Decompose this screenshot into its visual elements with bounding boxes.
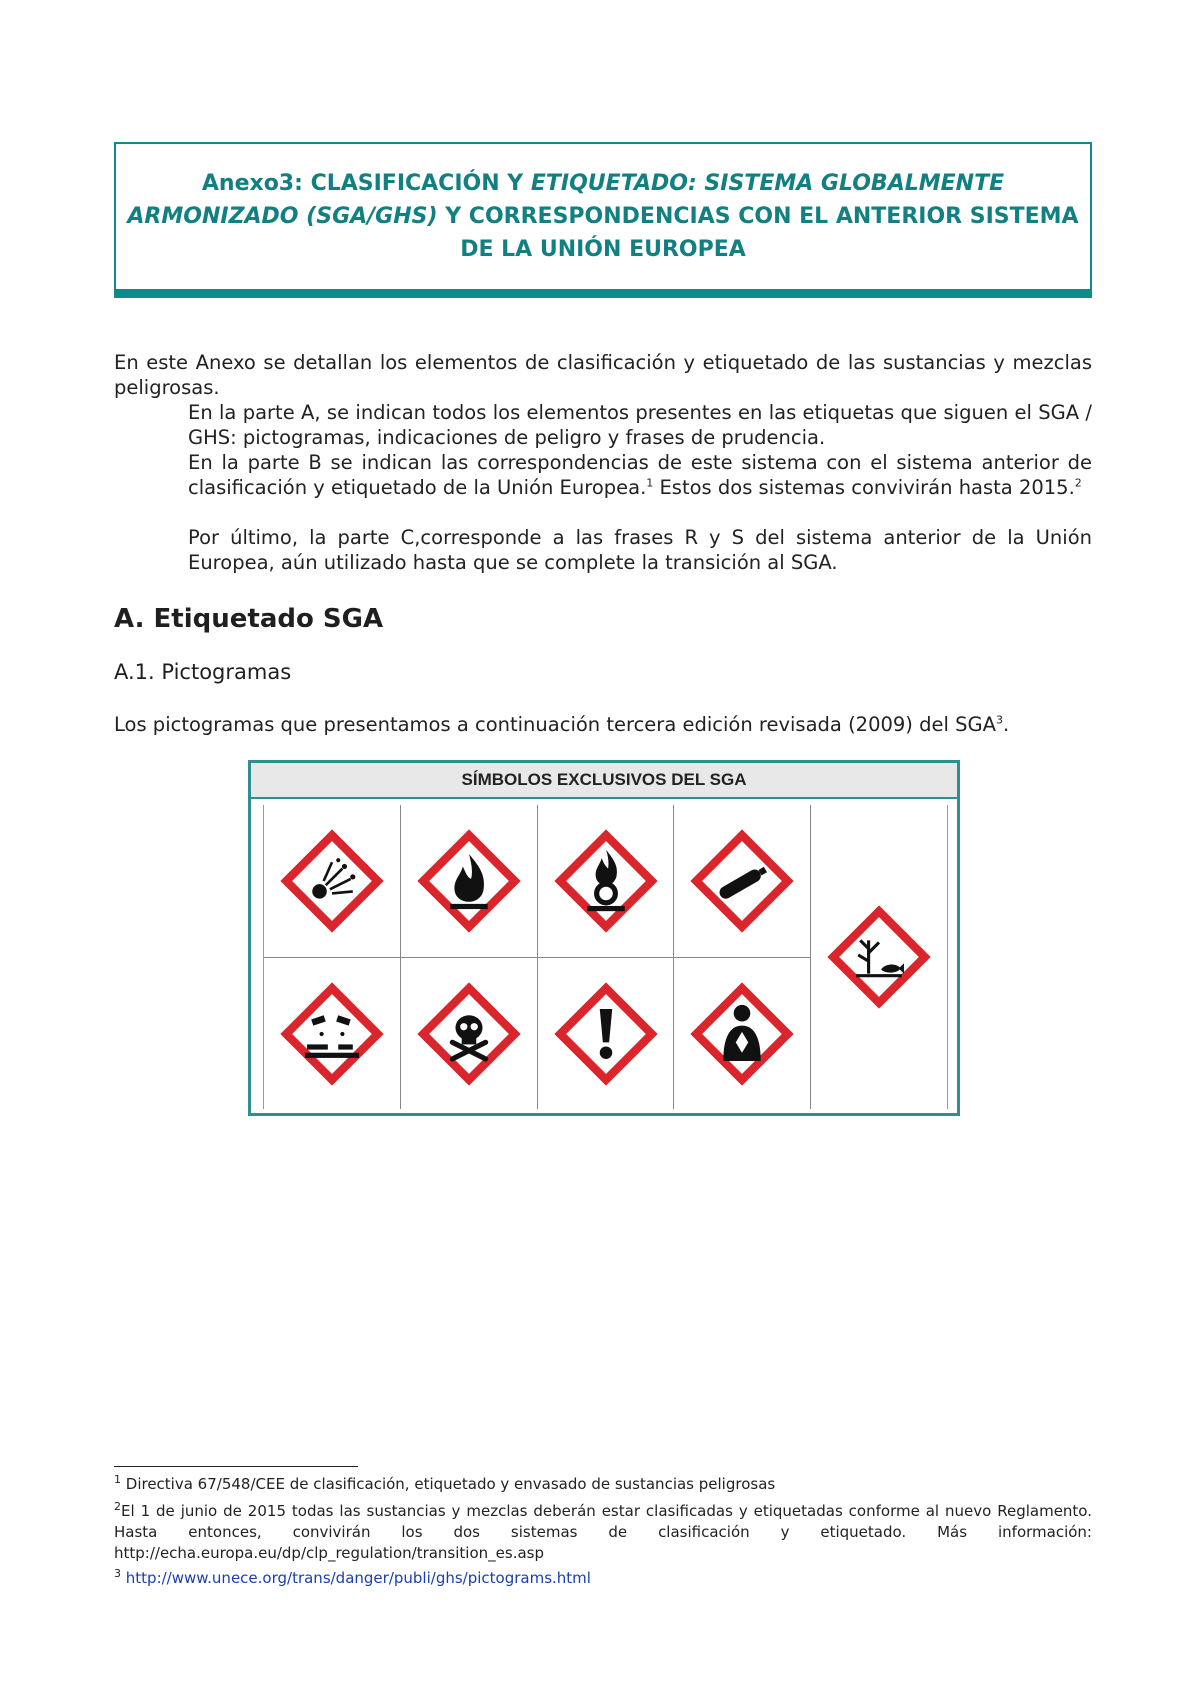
section-a1-heading: A.1. Pictogramas [114,660,292,684]
ghs-symbols-table [248,760,960,1116]
part-a-paragraph: En la parte A, se indican todos los elementos presentes en las etiquetas que siguen el SGA / GHS: pictogramas, indicaciones de peligro y frases de prudencia. [188,401,1092,449]
intro-paragraph: En este Anexo se detallan los elementos de clasificación y etiquetado de las sustancias y mezclas peligrosas. [114,351,1092,399]
pictogram-cell [264,805,400,957]
annex-title-box [114,142,1092,298]
section-a-heading: A. Etiquetado SGA [114,604,384,634]
pictogram-cell [538,958,674,1110]
footnote-separator [114,1466,358,1467]
pictograms-intro: Los pictogramas que presentamos a continuación tercera edición revisada (2009) del SGA$^3$. [114,713,1010,736]
footnote-ref-1[interactable]: 1 [646,476,654,490]
pictogram-cell [264,958,400,1110]
pictogram-cell [538,805,674,957]
corrosion-icon [280,982,384,1086]
pictogram-grid [263,805,948,1109]
unece-pictograms-link[interactable]: http://www.unece.org/trans/danger/publi/ghs/pictograms.html [125,1569,591,1587]
symbols-table-header: SÍMBOLOS EXCLUSIVOS DEL SGA [251,763,957,799]
exploding-bomb-icon [280,829,384,933]
flame-icon [417,829,521,933]
footnote-3: $^3$ http://www.unece.org/trans/danger/publi/ghs/pictograms.html [114,1567,591,1587]
skull-crossbones-icon [417,982,521,1086]
footnote-2: $^2$El 1 de junio de 2015 todas las sustancias y mezclas deberán estar clasificadas y etiquetadas conforme al nuevo Reglamento. Hasta entonces, convivirán los dos sistemas de clasificación y etiquetado. Más información: http://echa.europa.eu/dp/clp_regulation/transition_es.asp [114,1500,1092,1562]
pictogram-cell [674,805,810,957]
part-c-paragraph: Por último, la parte C,corresponde a las frases R y S del sistema anterior de la Unión Europea, aún utilizado hasta que se complete la transición al SGA. [188,526,1092,574]
gas-cylinder-icon [690,829,794,933]
pictogram-cell [674,958,810,1110]
environment-icon [827,905,931,1009]
exclamation-mark-icon [554,982,658,1086]
flame-over-circle-icon [554,829,658,933]
pictogram-cell [401,958,537,1110]
footnote-1: $^1$ Directiva 67/548/CEE de clasificación, etiquetado y envasado de sustancias peligrosas [114,1473,776,1493]
pictogram-cell [811,881,947,1033]
footnote-ref-2[interactable]: 2 [1074,476,1082,490]
health-hazard-icon [690,982,794,1086]
annex-title: Anexo3: CLASIFICACIÓN Y ETIQUETADO: SISTEMA GLOBALMENTE ARMONIZADO (SGA/GHS) Y CORRESPONDENCIAS CON EL ANTERIOR SISTEMA DE LA UNIÓN EUROPEA [127,171,1079,262]
part-b-paragraph: En la parte B se indican las correspondencias de este sistema con el sistema anterior de clasificación y etiquetado de la Unión Europea.$^1$ Estos dos sistemas convivirán hasta 2015.$^2$ [188,451,1092,499]
footnote-ref-3[interactable]: 3 [995,713,1003,727]
pictogram-cell [401,805,537,957]
